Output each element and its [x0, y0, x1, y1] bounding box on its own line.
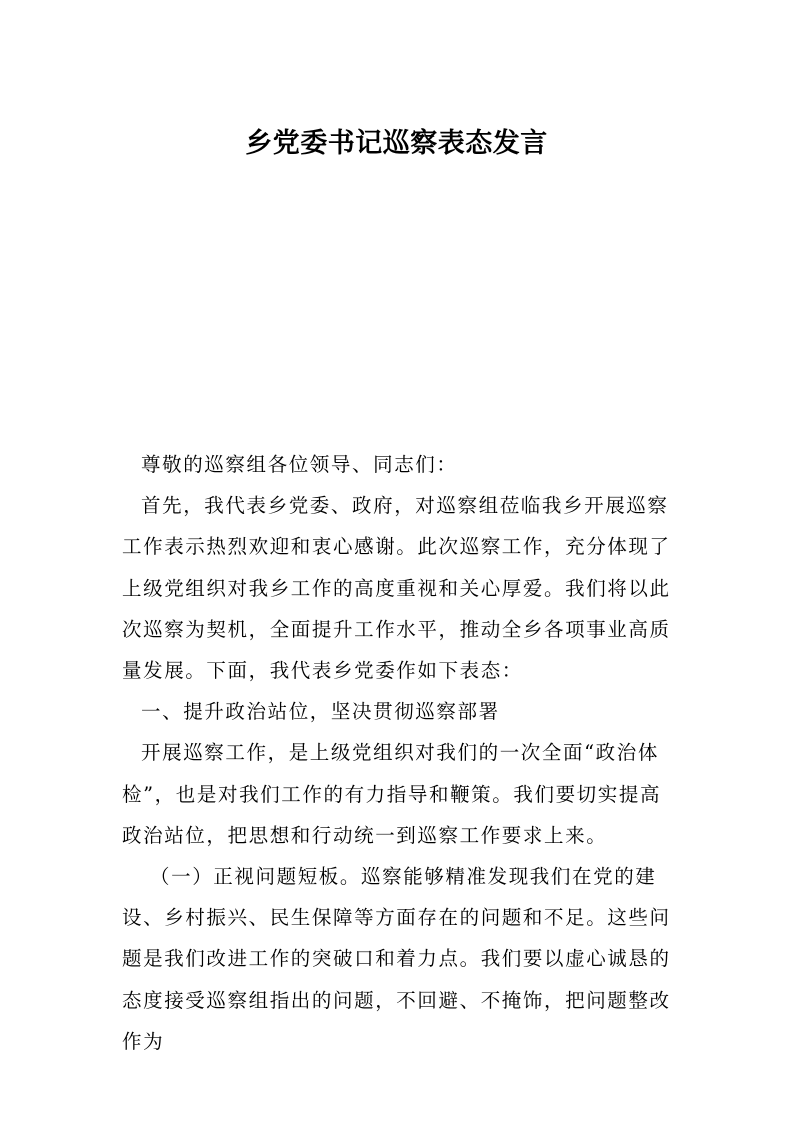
subsection-paragraph-1: （一）正视问题短板。巡察能够精准发现我们在党的建设、乡村振兴、民生保障等方面存在的问题和不足。这些问题是我们改进工作的突破口和着力点。我们要以虚心诚恳的态度接受巡察组指出的问题，不回避、不掩饰，把问题整改作为	[122, 865, 671, 1053]
document-title: 乡党委书记巡察表态发言	[245, 128, 548, 159]
document-body	[122, 444, 677, 1062]
intro-paragraph: 首先，我代表乡党委、政府，对巡察组莅临我乡开展巡察工作表示热烈欢迎和衷心感谢。此次巡察工作，充分体现了上级党组织对我乡工作的高度重视和关心厚爱。我们将以此次巡察为契机，全面提升工作水平，推动全乡各项事业高质量发展。下面，我代表乡党委作如下表态：	[122, 494, 671, 683]
salutation-paragraph: 尊敬的巡察组各位领导、同志们：	[141, 453, 458, 476]
section-heading-1: 一、提升政治站位，坚决贯彻巡察部署	[141, 700, 500, 724]
section-paragraph-1: 开展巡察工作，是上级党组织对我们的一次全面“政治体检”，也是对我们工作的有力指导和鞭策。我们要切实提高政治站位，把思想和行动统一到巡察工作要求上来。	[122, 741, 662, 847]
